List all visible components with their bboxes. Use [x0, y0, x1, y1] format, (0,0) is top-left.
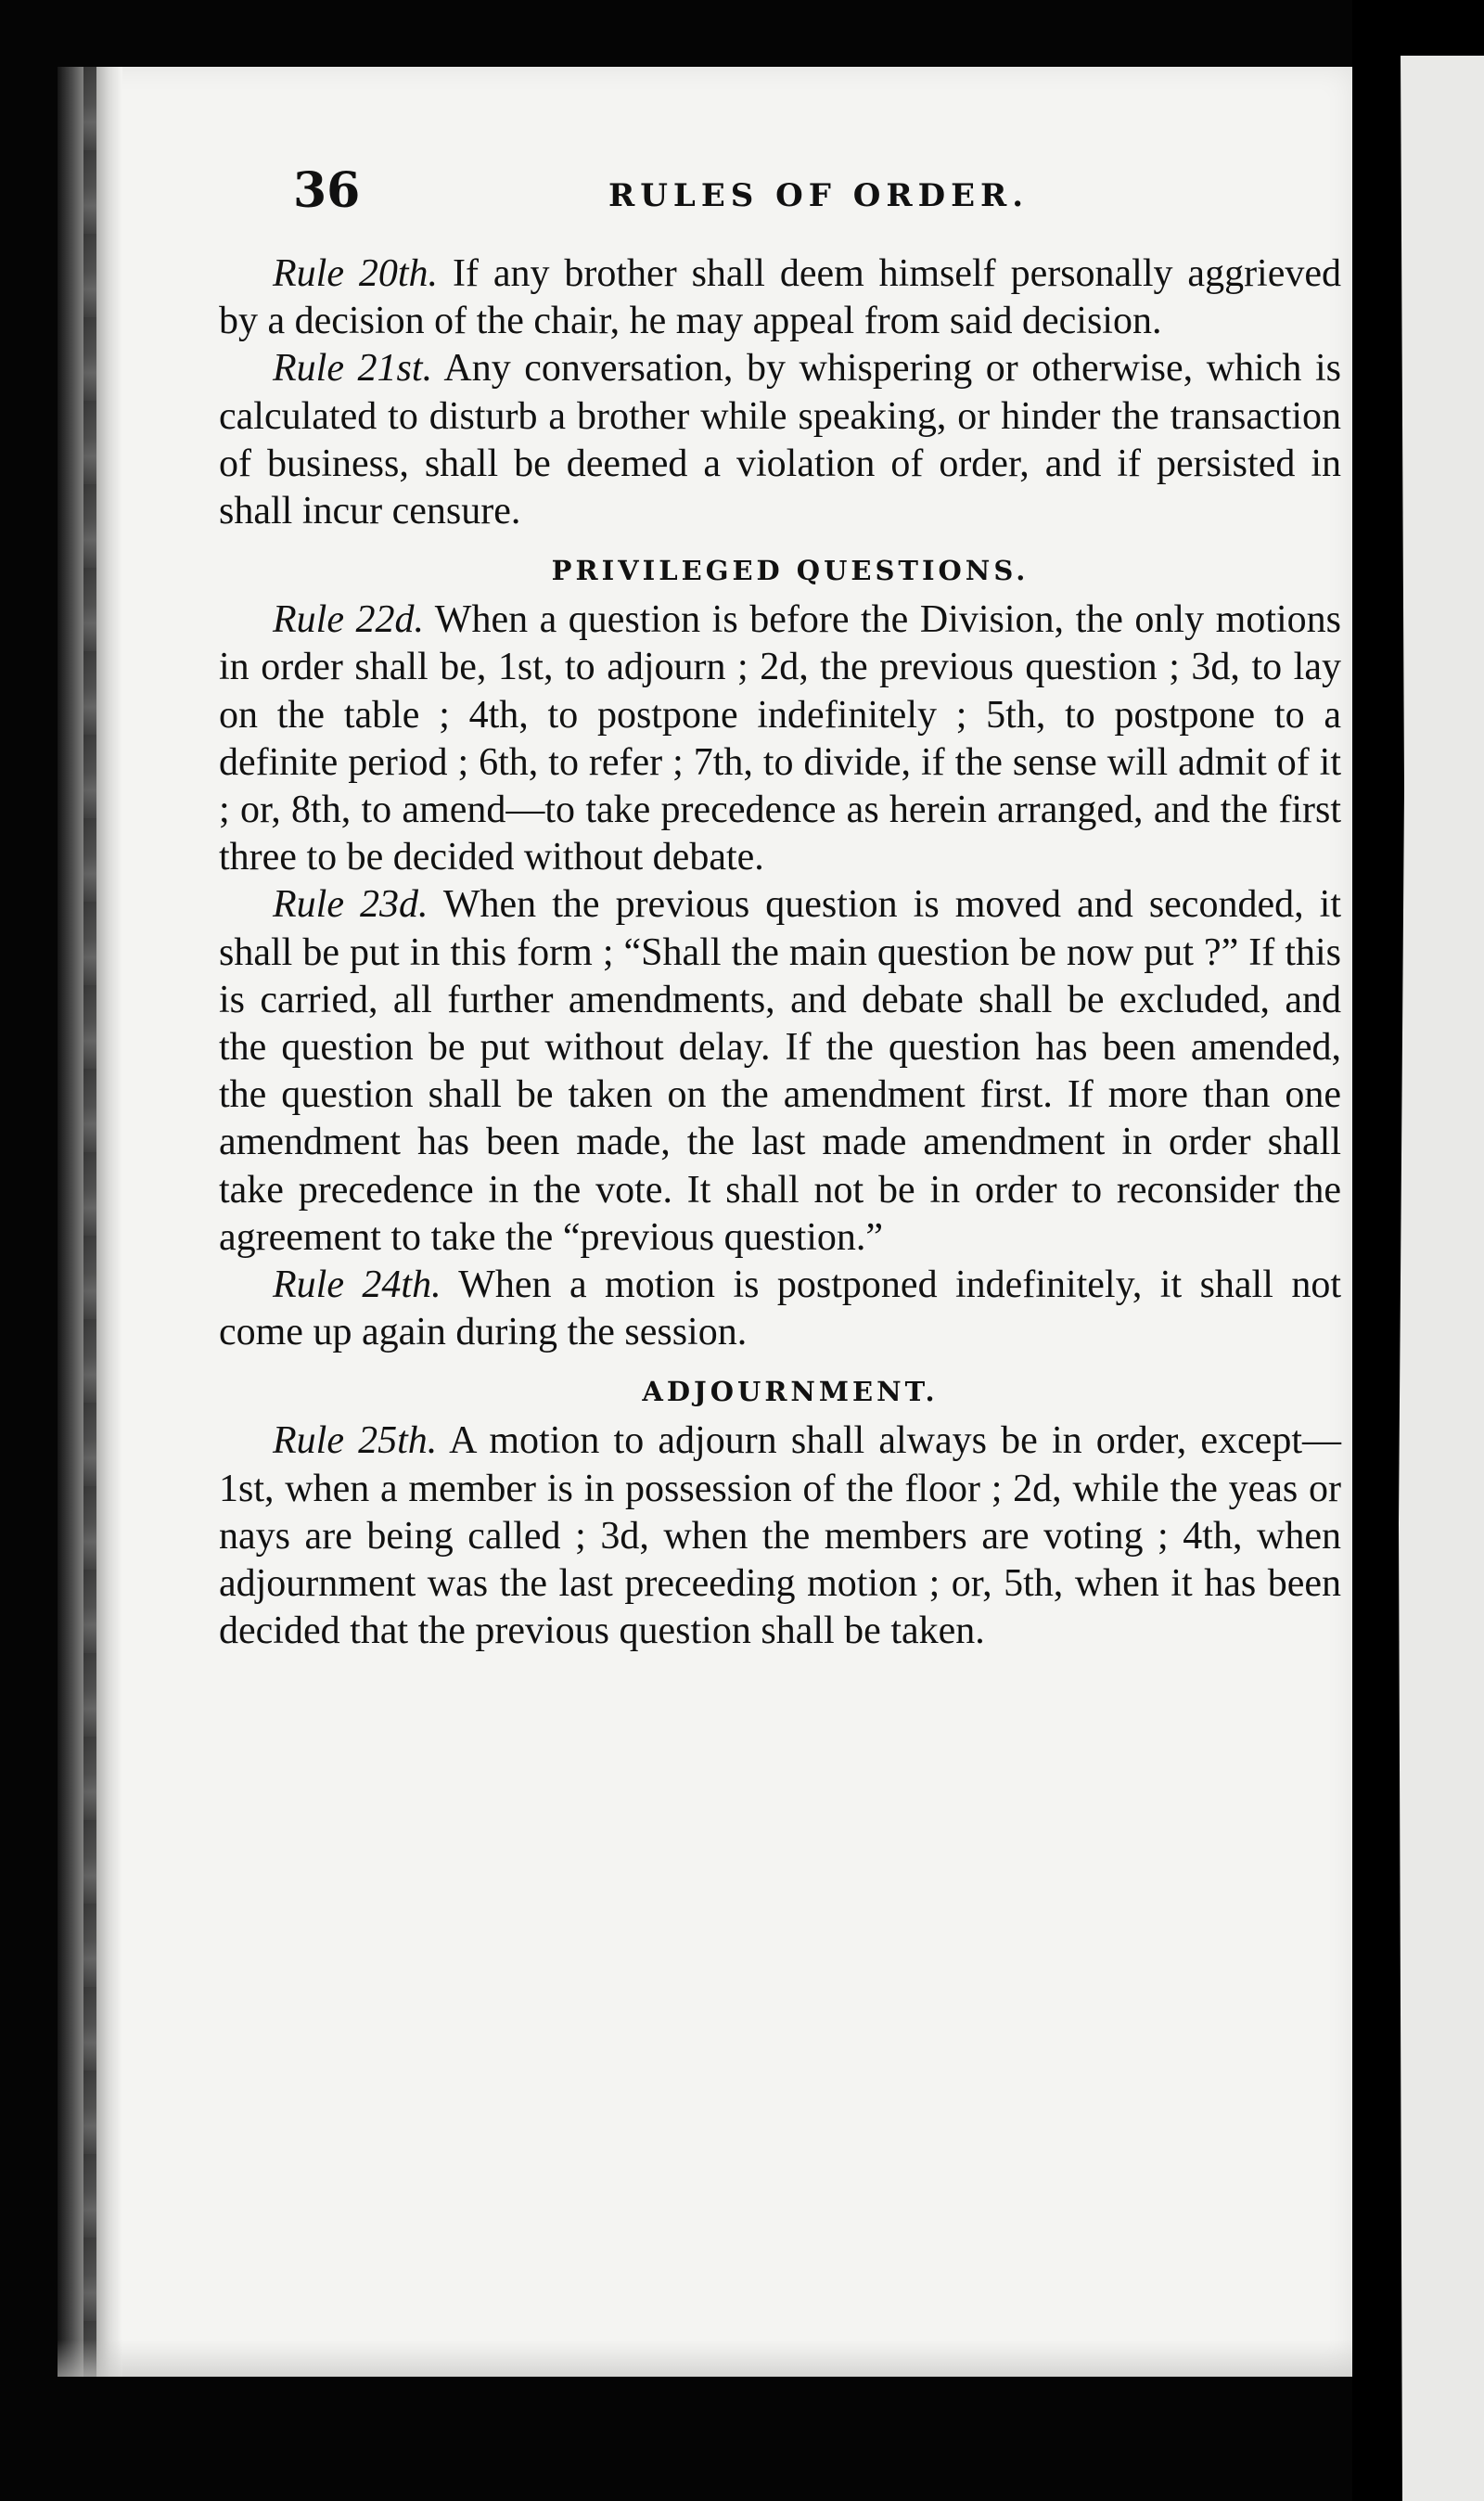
page-header — [219, 162, 1362, 250]
rule-23-paragraph — [219, 881, 1362, 1262]
facing-page-edge — [1391, 56, 1484, 2501]
rule-21-label: Rule 21st. — [273, 347, 433, 391]
rule-23-label: Rule 23d. — [273, 883, 429, 927]
rule-20-paragraph — [219, 250, 1362, 345]
rule-25-label: Rule 25th. — [273, 1419, 438, 1463]
rule-22-label: Rule 22d. — [273, 598, 425, 642]
page-number: 36 — [293, 162, 361, 219]
rule-22-paragraph — [219, 596, 1362, 881]
rule-24-paragraph — [219, 1262, 1362, 1356]
binding-gutter — [83, 67, 96, 2377]
section-title-privileged-questions: PRIVILEGED QUESTIONS. — [551, 555, 1030, 587]
rule-24-label: Rule 24th. — [273, 1263, 441, 1307]
rule-24-text: When a motion is postponed indefinitely, it shall not come up again during the session. — [219, 1263, 1341, 1354]
rule-23-text: When the previous question is moved and seconded, it shall be put in this form ; “Shall the main question be now put ?” If this is carried, all further amendments, and debate shall be excluded, and the question be put without delay. If the question has been amended, the question shall be taken on the amendment first. If more than one amendment has been made, the last made amendment in order shall take precedence in the vote. It shall not be in order to reconsider the agreement to take the “previous question.” — [219, 883, 1341, 1259]
page-content — [219, 162, 1362, 1655]
rule-20-label: Rule 20th. — [273, 252, 439, 295]
rule-21-paragraph — [219, 345, 1362, 535]
section-title-adjournment: ADJOURNMENT. — [642, 1376, 939, 1408]
running-head: RULES OF ORDER. — [608, 177, 1030, 214]
rule-21-text: Any conversation, by whispering or otherwise, which is calculated to disturb a brother while speaking, or hinder the transaction of business, shall be deemed a violation of order, and if persisted in shall incur censure. — [219, 347, 1341, 533]
rule-22-text: When a question is before the Division, the only motions in order shall be, 1st, to adjourn ; 2d, the previous question ; 3d, to lay on the table ; 4th, to postpone indefinitely ; 5th, to postpone to a definite period ; 6th, to refer ; 7th, to divide, if the sense will admit of it ; or, 8th, to amend—to take precedence as herein arranged, and the first three to be decided without debate. — [219, 598, 1341, 879]
page-bottom-shade — [58, 2340, 1352, 2377]
rule-25-paragraph — [219, 1417, 1362, 1655]
rule-20-text: If any brother shall deem himself personally aggrieved by a decision of the chair, he may appeal from said decision. — [219, 252, 1342, 343]
rule-25-text: A motion to adjourn shall always be in order, except—1st, when a member is in possession of the floor ; 2d, while the yeas or nays are being called ; 3d, when the members are voting ; 4th, when adjournment was the last preceeding motion ; or, 5th, when it has been decided that the previous question shall be taken. — [219, 1419, 1341, 1653]
book-page — [58, 67, 1352, 2377]
body-text — [219, 250, 1362, 1655]
